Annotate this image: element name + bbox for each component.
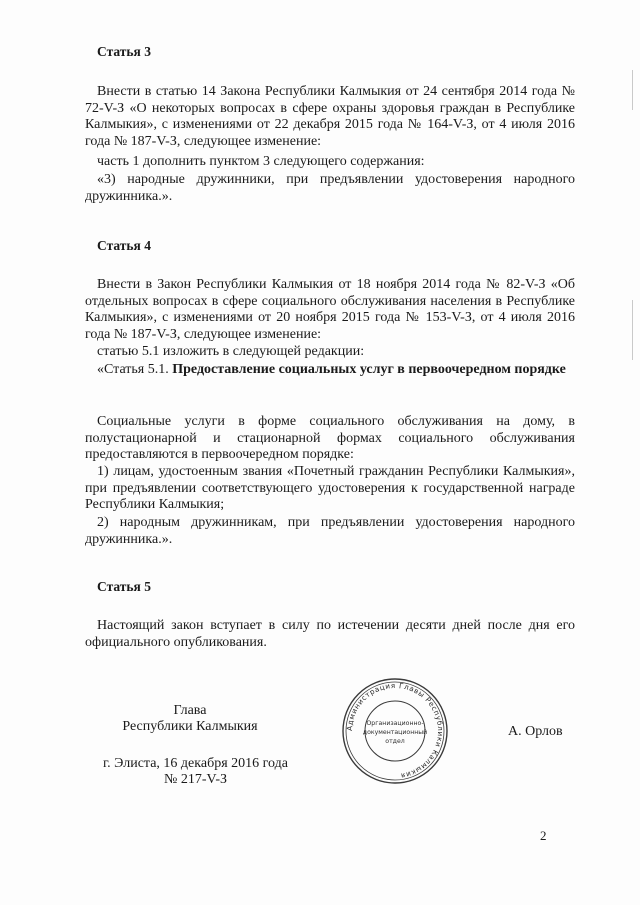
stamp-outer-text: Администрация Главы Республики Калмыкия <box>344 680 446 781</box>
article-4-paragraph-3: Социальные услуги в форме социального обслуживания на дому, в полустационарной и стационарной формах социального обслуживания предоставляются в первоочередном порядке: <box>85 414 575 462</box>
scan-edge-mark <box>632 70 633 110</box>
article-5-heading: Статья 5 <box>97 579 151 594</box>
article-4-paragraph-1: Внести в Закон Республики Калмыкия от 18 ноября 2014 года № 82-V-З «Об отдельных вопросах в сфере социального обслуживания населения в Республике Калмыкия», с изменениями от 20 ноября 2015 года № 153-V-З, от 4 июля 2016 года № 187-V-З, следующее изменение: <box>85 277 575 342</box>
article-5-paragraph-1: Настоящий закон вступает в силу по истечении десяти дней после дня его официального опубликования. <box>85 618 575 650</box>
quoted-article-title: Предоставление социальных услуг в первоочередном порядке <box>172 362 566 377</box>
stamp-inner-line-1: Организационно- <box>366 720 424 727</box>
law-number: № 217-V-З <box>163 772 228 787</box>
article-4-heading: Статья 4 <box>97 238 151 253</box>
article-4-list-item-2: 2) народным дружинникам, при предъявлении удостоверения народного дружинника.». <box>85 515 575 547</box>
article-4-list-item-1: 1) лицам, удостоенным звания «Почетный гражданин Республики Калмыкия», при предъявлении соответствующего удостоверения к государственной награде Республики Калмыкия; <box>85 464 575 512</box>
signer-name: А. Орлов <box>508 724 563 739</box>
quoted-article-number: «Статья 5.1. <box>97 362 169 377</box>
article-4-paragraph-2: статью 5.1 изложить в следующей редакции: <box>97 344 365 359</box>
place-date-block <box>88 756 303 788</box>
signatory-title-line-2: Республики Калмыкия <box>122 719 258 734</box>
signatory-title <box>110 703 270 735</box>
article-4-quoted-article-title <box>85 362 575 379</box>
article-3-heading: Статья 3 <box>97 44 151 59</box>
official-stamp <box>340 676 450 786</box>
article-3-paragraph-2: часть 1 дополнить пунктом 3 следующего содержания: <box>97 154 425 169</box>
article-3-paragraph-3: «3) народные дружинники, при предъявлении удостоверения народного дружинника.». <box>85 172 575 204</box>
stamp-inner-line-2: документационный <box>362 729 428 736</box>
signatory-title-line-1: Глава <box>173 703 207 718</box>
place-and-date: г. Элиста, 16 декабря 2016 года <box>103 756 288 771</box>
page-number: 2 <box>540 828 547 843</box>
stamp-inner-line-3: отдел <box>385 738 405 745</box>
scan-edge-mark <box>632 300 633 360</box>
article-3-paragraph-1: Внести в статью 14 Закона Республики Калмыкия от 24 сентября 2014 года № 72-V-З «О некоторых вопросах в сфере охраны здоровья граждан в Республике Калмыкия», с изменениями от 22 декабря 2015 года № 164-V-З, от 4 июля 2016 года № 187-V-З, следующее изменение: <box>85 84 575 149</box>
